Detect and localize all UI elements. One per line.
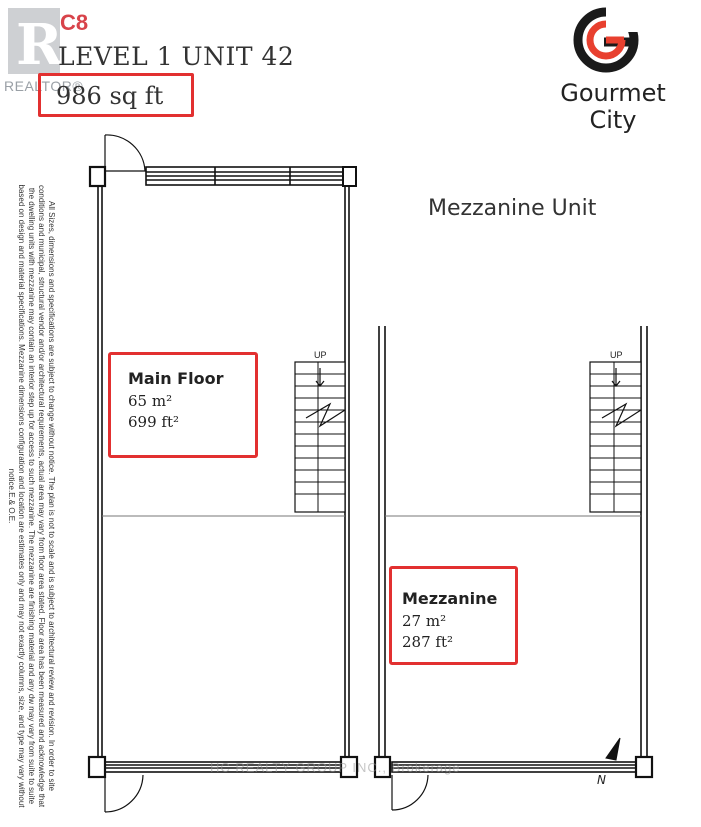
stairs-left-up-label: UP	[314, 350, 327, 360]
column-bottom-left	[89, 757, 105, 777]
door-top-left	[105, 135, 146, 171]
main-floor-left-wall	[98, 186, 102, 757]
column-bottom-far-right	[636, 757, 652, 777]
main-floor-label-box	[108, 352, 258, 458]
main-floor-right-wall	[345, 186, 349, 757]
mezzanine-right-wall	[641, 326, 647, 757]
main-floor-imperial: 699 ft²	[128, 413, 179, 431]
brand-name-line2: City	[589, 106, 637, 134]
total-area: 986 sq ft	[56, 82, 164, 110]
north-label: N	[597, 773, 606, 787]
level-unit-title: LEVEL 1 UNIT 42	[58, 42, 295, 71]
disclaimer-text: All Sizes, dimensions and specifications are subject to change without notice. The plan is not to scale and is subject to architectural review and revision. In order to site conditions and municipal, structural vendor and/or architectural requirements, actual area may vary from floor area stated. Floor area has been measured and acknowledge that the dwelling units with mezzanine may contain an interior step up for access to such mezzanine. The mezzanine are finishing material and any dw may vary from suite to suite based on design and material specifications. Mezzanine dimensions configuration and location are estimates only and may not exactly columns, size, and type may vary without notice.E.& O.E.	[7, 184, 56, 808]
brand-name-line1: Gourmet	[560, 79, 666, 107]
mezzanine-title: Mezzanine	[402, 589, 498, 608]
main-floor-title: Main Floor	[128, 369, 224, 388]
north-arrow-icon	[606, 738, 620, 760]
mezzanine-left-wall	[379, 326, 385, 757]
mezzanine-unit-title: Mezzanine Unit	[428, 196, 597, 221]
mezzanine-metric: 27 m²	[402, 612, 447, 630]
svg-text:R: R	[16, 12, 63, 78]
mezzanine-imperial: 287 ft²	[402, 633, 453, 651]
stairs-right-up-label: UP	[610, 350, 623, 360]
mezzanine-label-box	[389, 566, 518, 665]
door-bottom-mid	[392, 775, 428, 810]
column-top-left	[90, 167, 105, 186]
main-floor-metric: 65 m²	[128, 392, 173, 410]
door-bottom-left	[105, 775, 143, 812]
realtor-badge: C8	[60, 10, 89, 35]
brokerage-watermark: HC REALTY GROUP INC., Brokerage	[210, 760, 461, 775]
realtor-label: REALTOR®	[4, 78, 84, 94]
